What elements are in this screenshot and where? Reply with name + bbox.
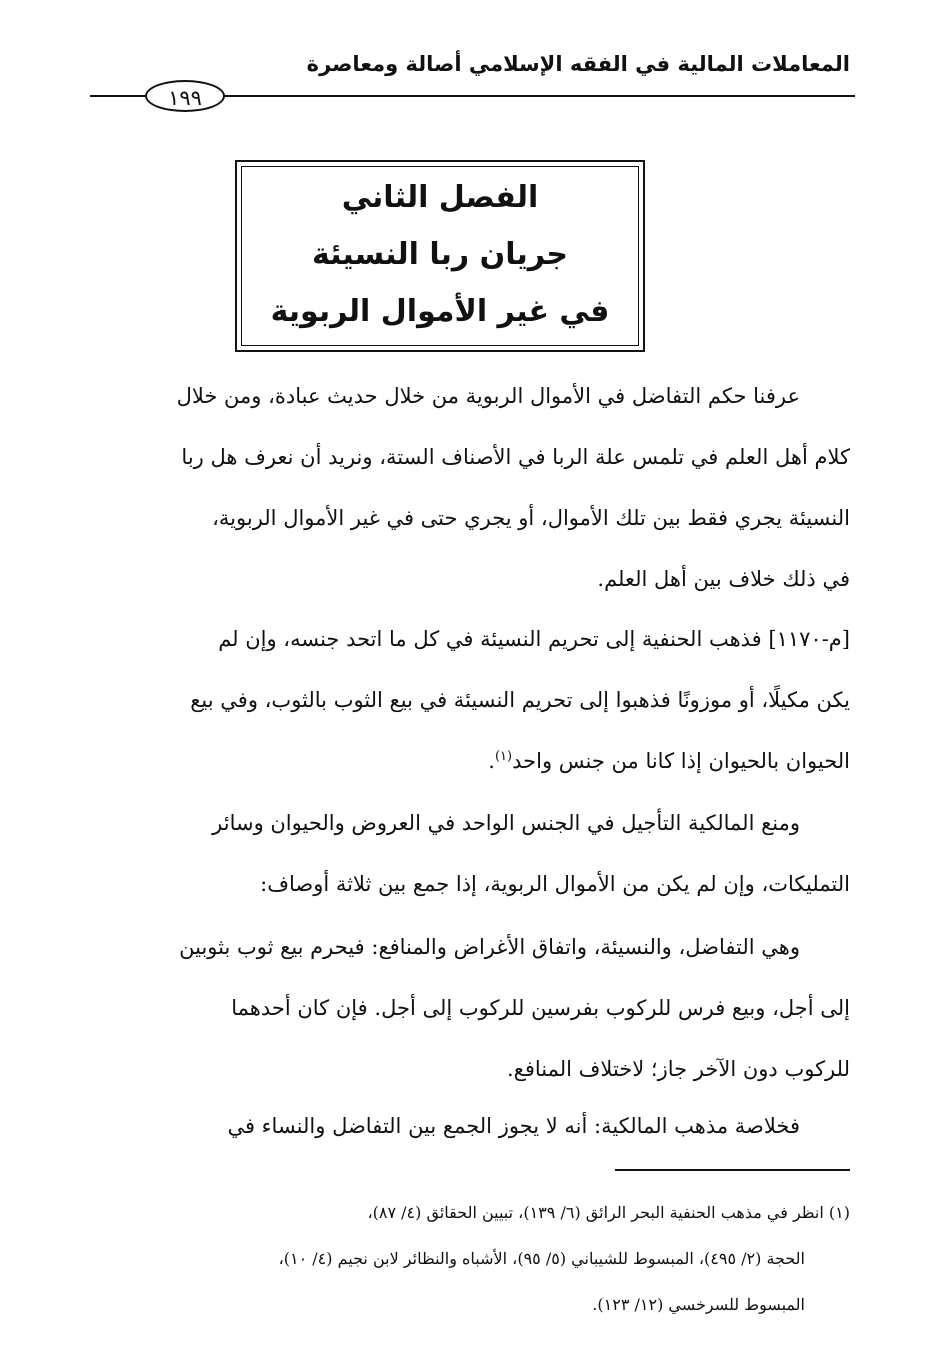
text-line: في ذلك خلاف بين أهل العلم. — [597, 567, 850, 591]
text-line: النسيئة يجري فقط بين تلك الأموال، أو يجري حتى في غير الأموال الربوية، — [212, 506, 850, 530]
chapter-subtitle: في غير الأموال الربوية — [270, 294, 610, 329]
paragraph-5 — [80, 1096, 850, 1157]
text-line: ومنع المالكية التأجيل في الجنس الواحد في العروض والحيوان وسائر — [212, 811, 800, 835]
footnote-line: (١) انظر في مذهب الحنفية البحر الرائق (٦/ ١٣٩)، تبيين الحقائق (٤/ ٨٧)، — [367, 1203, 850, 1222]
footnote-line: المبسوط للسرخسي (١٢/ ١٢٣). — [592, 1295, 805, 1314]
text-line: عرفنا حكم التفاضل في الأموال الربوية من خلال حديث عبادة، ومن خلال — [176, 384, 800, 408]
text-fragment: الحيوان بالحيوان إذا كانا من جنس واحد — [512, 749, 850, 773]
text-line: التمليكات، وإن لم يكن من الأموال الربوية، إذا جمع بين ثلاثة أوصاف: — [260, 872, 850, 896]
footnote-line: الحجة (٢/ ٤٩٥)، المبسوط للشيباني (٥/ ٩٥)، الأشباه والنظائر لابن نجيم (٤/ ١٠)، — [278, 1249, 805, 1268]
paragraph-1 — [80, 366, 850, 610]
running-header-title: المعاملات المالية في الفقه الإسلامي أصالة ومعاصرة — [306, 52, 850, 76]
text-line: يكن مكيلًا، أو موزونًا فذهبوا إلى تحريم النسيئة في بيع الثوب بالثوب، وفي بيع — [190, 688, 850, 712]
chapter-title-box — [235, 160, 645, 352]
paragraph-2 — [80, 609, 850, 792]
paragraph-4 — [80, 917, 850, 1100]
paragraph-3 — [80, 793, 850, 915]
text-line: للركوب دون الآخر جاز؛ لاختلاف المنافع. — [506, 1057, 850, 1081]
footnote-separator — [615, 1169, 850, 1171]
body-text — [80, 917, 850, 1100]
chapter-number: الفصل الثاني — [341, 180, 539, 215]
chapter-title: جريان ربا النسيئة — [311, 237, 569, 272]
text-line: إلى أجل، وبيع فرس للركوب بفرسين للركوب إلى أجل. فإن كان أحدهما — [231, 996, 850, 1020]
footnote-reference[interactable]: (١) — [494, 749, 513, 764]
footnotes — [80, 1190, 850, 1328]
page-number: ١٩٩ — [145, 80, 225, 112]
text-line: فخلاصة مذهب المالكية: أنه لا يجوز الجمع بين التفاضل والنساء في — [227, 1114, 800, 1138]
body-text — [80, 1096, 850, 1157]
text-line — [80, 731, 850, 792]
text-line: كلام أهل العلم في تلمس علة الربا في الأصناف الستة، ونريد أن نعرف هل ربا — [181, 445, 850, 469]
text-line: وهي التفاضل، والنسيئة، واتفاق الأغراض والمنافع: فيحرم بيع ثوب بثوبين — [179, 935, 800, 959]
text-line: [م-١١٧٠] فذهب الحنفية إلى تحريم النسيئة في كل ما اتحد جنسه، وإن لم — [218, 627, 850, 651]
body-text — [80, 609, 850, 792]
body-text — [80, 793, 850, 915]
text-fragment: . — [488, 749, 495, 773]
body-text — [80, 366, 850, 610]
